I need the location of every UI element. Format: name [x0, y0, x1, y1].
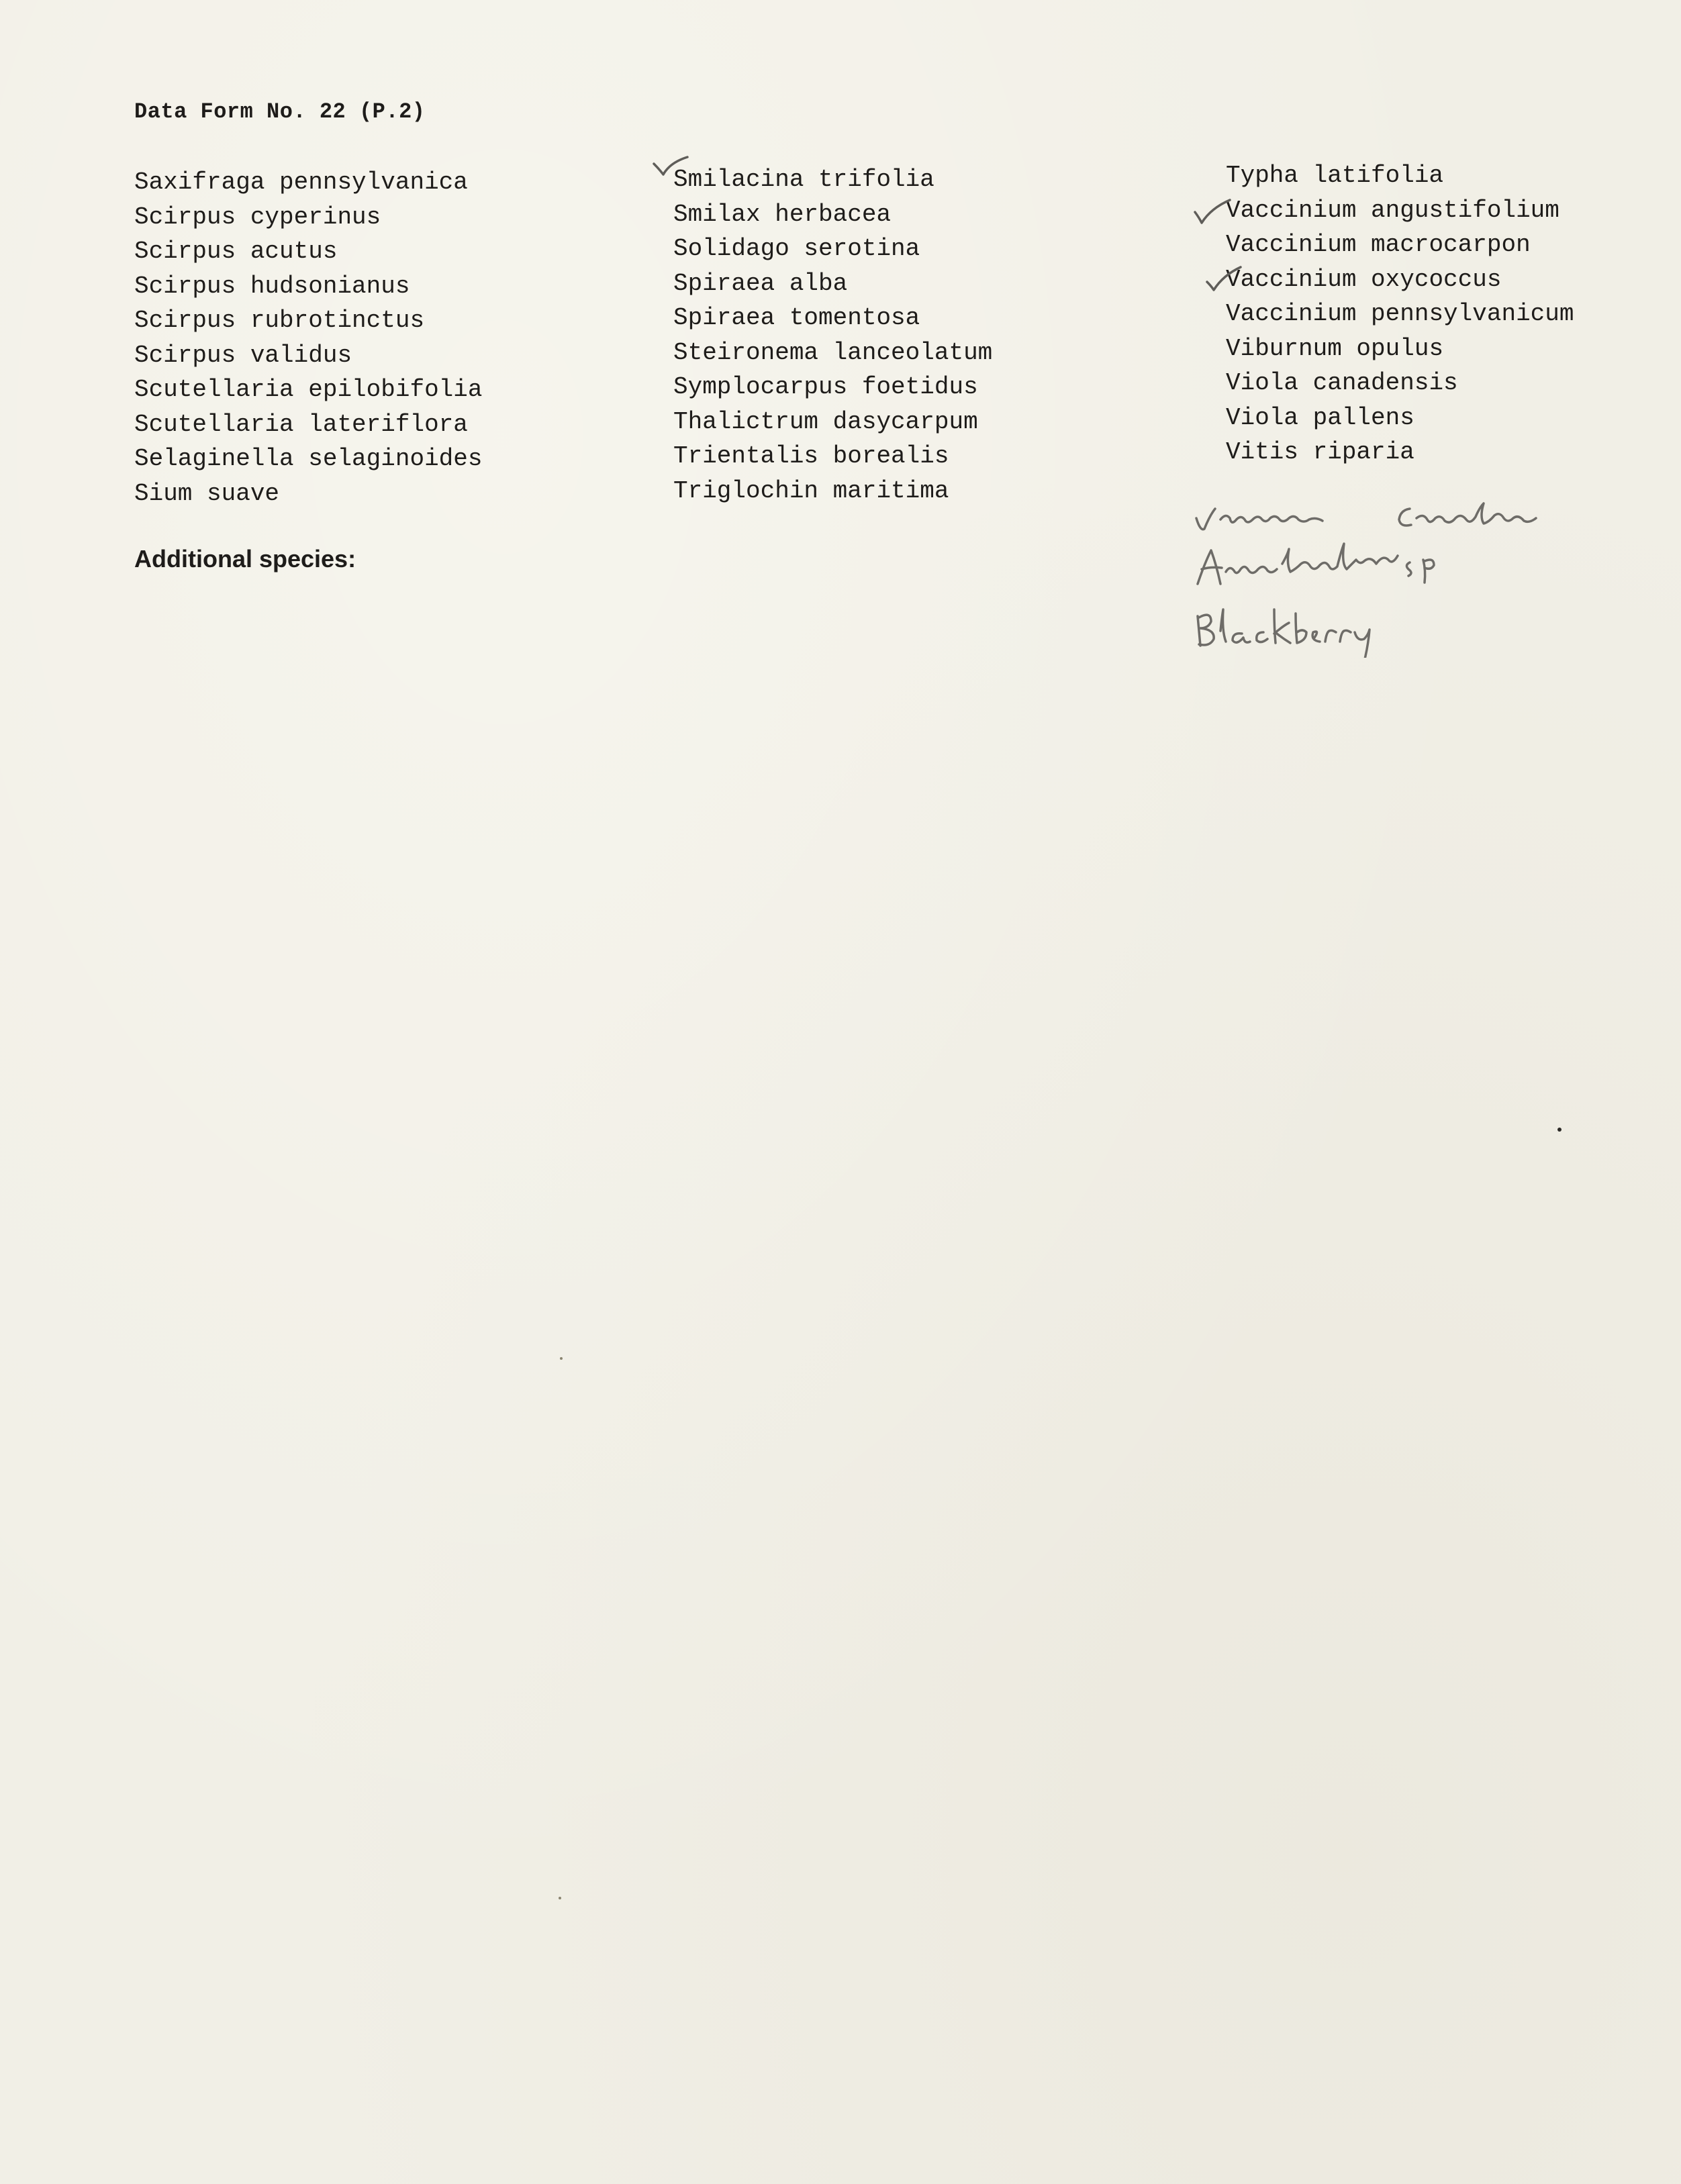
checkmark-icon — [1204, 264, 1245, 295]
species-item: Triglochin maritima — [673, 477, 949, 505]
species-column-2 — [673, 162, 992, 508]
species-item: Spiraea alba — [673, 269, 848, 297]
species-item: Smilacina trifolia — [673, 166, 934, 193]
species-item: Vaccinium pennsylvanicum — [1226, 300, 1574, 328]
species-item: Scirpus validus — [134, 341, 352, 369]
checkmark-icon — [650, 154, 690, 185]
species-item: Typha latifolia — [1226, 162, 1444, 189]
paper-speck — [560, 1357, 563, 1360]
species-item: Vaccinium macrocarpon — [1226, 231, 1531, 258]
species-item: Viburnum opulus — [1226, 334, 1444, 362]
species-item: Scirpus hudsonianus — [134, 272, 410, 300]
page-title: Data Form No. 22 (P.2) — [134, 99, 426, 124]
additional-species-label: Additional species: — [134, 545, 356, 573]
species-item: Scirpus acutus — [134, 238, 338, 265]
species-item: Thalictrum dasycarpum — [673, 407, 978, 436]
species-item: Vaccinium oxycoccus — [1226, 265, 1502, 293]
species-item: Viola pallens — [1226, 403, 1414, 432]
species-item: Smilax herbacea — [673, 200, 892, 228]
species-item: Scutellaria lateriflora — [134, 410, 468, 438]
species-item: Trientalis borealis — [673, 442, 949, 470]
species-item: Spiraea tomentosa — [673, 304, 920, 332]
species-item: Symplocarpus foetidus — [673, 373, 978, 401]
species-item: Steironema lanceolatum — [673, 338, 993, 366]
species-item: Vitis riparia — [1226, 438, 1414, 466]
paper-speck — [559, 1897, 561, 1899]
species-column-3 — [1226, 158, 1574, 470]
species-item: Viola canadensis — [1226, 369, 1458, 397]
handwritten-notes — [1188, 490, 1658, 658]
species-item: Saxifraga pennsylvanica — [134, 168, 468, 196]
species-item: Scirpus rubrotinctus — [134, 307, 425, 334]
species-item: Sium suave — [134, 479, 280, 507]
species-item: Solidago serotina — [673, 235, 920, 262]
species-item: Scutellaria epilobifolia — [134, 376, 483, 403]
species-item: Selaginella selaginoides — [134, 445, 483, 473]
species-item: Vaccinium angustifolium — [1226, 196, 1559, 224]
checkmark-icon — [1192, 196, 1233, 227]
species-item: Scirpus cyperinus — [134, 203, 381, 231]
species-column-1 — [134, 165, 482, 511]
paper-speck — [1557, 1128, 1562, 1132]
